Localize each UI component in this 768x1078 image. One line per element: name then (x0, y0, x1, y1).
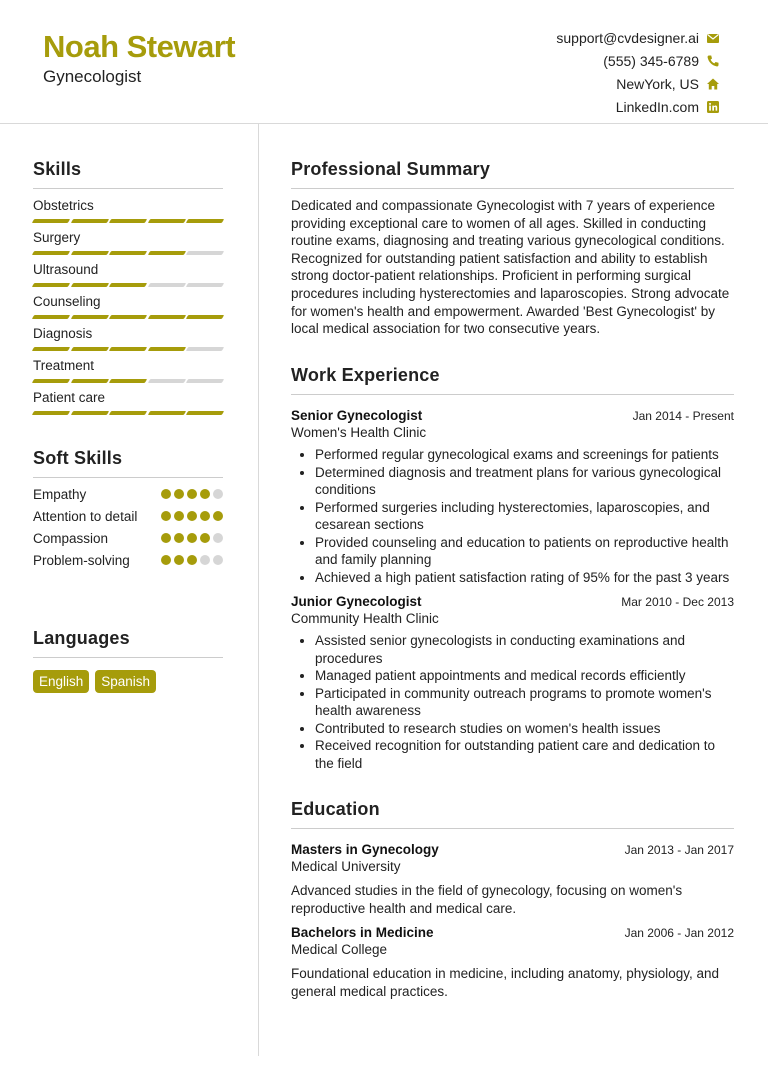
job-role: Junior Gynecologist (291, 594, 422, 609)
skill-level-segment (70, 411, 108, 415)
education-degree: Masters in Gynecology (291, 842, 439, 857)
skill-level-segment (109, 411, 147, 415)
soft-skill-rating (161, 555, 223, 565)
skill-name: Surgery (33, 230, 81, 245)
rating-dot (200, 511, 210, 521)
skills-heading: Skills (33, 159, 223, 189)
skill-level-segment (148, 347, 186, 351)
rating-dot (213, 511, 223, 521)
summary-text: Dedicated and compassionate Gynecologist with 7 years of experience providing exceptional care to women of all ages. Skilled in conducting routine exams, diagnosing and treating various gynecological conditions. Recognized for outstanding patient satisfaction and ability to establish strong doctor-patient relationships. Proficient in performing surgical procedures including hysterectomies and laparoscopies. Strong advocate for women's health and empowerment. Awarded 'Best Gynecologist' by local medical association for two consecutive years. (291, 198, 730, 337)
skill-level-segment (186, 283, 224, 287)
rating-dot (174, 533, 184, 543)
job-entry (291, 408, 734, 586)
rating-dot (213, 489, 223, 499)
job-bullet: • Managed patient appointments and medical records efficiently (315, 667, 734, 685)
experience-list (291, 408, 734, 772)
job-bullet: • Performed regular gynecological exams and screenings for patients (315, 446, 734, 464)
education-entry (291, 842, 734, 917)
contact-phone-text[interactable]: (555) 345-6789 (603, 52, 699, 69)
skill-level-segment (109, 315, 147, 319)
skill-name: Obstetrics (33, 198, 94, 213)
soft-skill-rating (161, 511, 223, 521)
rating-dot (213, 533, 223, 543)
education-section (291, 799, 734, 1000)
job-organization: Community Health Clinic (291, 611, 439, 626)
skill-level-bar (33, 379, 223, 383)
job-bullet: • Received recognition for outstanding patient care and dedication to the field (315, 737, 734, 772)
home-icon (706, 77, 720, 91)
skill-level-segment (109, 347, 147, 351)
rating-dot (187, 533, 197, 543)
skill-level-segment (32, 315, 70, 319)
soft-skill-item (33, 508, 223, 525)
job-bullet: • Performed surgeries including hysterectomies, laparoscopies, and cesarean sections (315, 499, 734, 534)
job-header (291, 408, 734, 423)
rating-dot (161, 489, 171, 499)
skill-name: Diagnosis (33, 326, 93, 341)
job-dates: Mar 2010 - Dec 2013 (621, 595, 734, 609)
skill-level-segment (186, 251, 224, 255)
skill-level-segment (186, 315, 224, 319)
job-bullet: • Participated in community outreach programs to promote women's health awareness (315, 685, 734, 720)
skill-name: Counseling (33, 294, 101, 309)
skill-level-segment (148, 411, 186, 415)
column-divider (258, 124, 259, 1056)
education-dates: Jan 2013 - Jan 2017 (624, 843, 734, 857)
rating-dot (200, 489, 210, 499)
soft-skills-heading: Soft Skills (33, 448, 223, 478)
summary-section (291, 159, 734, 338)
education-list (291, 842, 734, 1000)
rating-dot (174, 555, 184, 565)
skill-level-segment (70, 283, 108, 287)
soft-skill-name: Empathy (33, 487, 87, 502)
job-bullet: • Achieved a high patient satisfaction rating of 95% for the past 3 years (315, 569, 734, 587)
contact-list (556, 26, 720, 118)
skill-name: Patient care (33, 390, 106, 405)
rating-dot (187, 489, 197, 499)
languages-list (33, 670, 223, 693)
skill-item (33, 349, 223, 381)
language-badge: Spanish (95, 670, 156, 693)
candidate-name: Noah Stewart (43, 29, 236, 64)
languages-section (33, 628, 223, 693)
soft-skill-name: Attention to detail (33, 509, 138, 524)
job-bullet: • Provided counseling and education to patients on reproductive health and family planning (315, 534, 734, 569)
contact-linkedin[interactable] (556, 95, 720, 118)
skill-name: Ultrasound (33, 262, 99, 277)
experience-heading: Work Experience (291, 365, 734, 395)
skill-level-segment (70, 251, 108, 255)
skill-level-segment (148, 315, 186, 319)
skill-name: Treatment (33, 358, 95, 373)
skill-level-bar (33, 411, 223, 415)
skill-level-bar (33, 315, 223, 319)
skill-level-segment (109, 283, 147, 287)
skill-item (33, 317, 223, 349)
skill-item (33, 253, 223, 285)
skill-level-segment (186, 219, 224, 223)
job-bullets (315, 632, 734, 772)
contact-email[interactable] (556, 26, 720, 49)
education-description: Foundational education in medicine, including anatomy, physiology, and general medical practices. (291, 966, 720, 999)
education-degree: Bachelors in Medicine (291, 925, 434, 941)
rating-dot (161, 511, 171, 521)
skill-level-segment (70, 219, 108, 223)
soft-skill-item (33, 486, 223, 503)
job-organization: Women's Health Clinic (291, 425, 427, 440)
skill-level-segment (148, 379, 186, 383)
job-bullets (315, 446, 734, 586)
rating-dot (200, 533, 210, 543)
education-description: Advanced studies in the field of gynecology, focusing on women's reproductive health and medical care. (291, 883, 683, 916)
contact-phone[interactable] (556, 49, 720, 72)
skill-level-segment (32, 219, 70, 223)
skills-list (33, 189, 223, 413)
education-school: Medical College (291, 942, 388, 958)
skill-level-bar (33, 251, 223, 255)
skill-level-segment (70, 347, 108, 351)
job-dates: Jan 2014 - Present (632, 409, 734, 423)
rating-dot (187, 511, 197, 521)
experience-section (291, 365, 734, 772)
skill-level-segment (32, 379, 70, 383)
soft-skill-name: Problem-solving (33, 553, 130, 568)
soft-skills-section (33, 448, 223, 574)
candidate-title: Gynecologist (43, 67, 142, 86)
job-bullet: • Contributed to research studies on women's health issues (315, 720, 734, 738)
resume-header (0, 0, 768, 124)
contact-linkedin-text[interactable]: LinkedIn.com (615, 98, 699, 115)
skill-level-segment (148, 283, 186, 287)
skill-level-bar (33, 347, 223, 351)
skill-level-segment (148, 219, 186, 223)
skill-level-segment (70, 315, 108, 319)
skill-level-segment (109, 251, 147, 255)
phone-icon (706, 54, 720, 68)
skill-level-segment (186, 379, 224, 383)
job-role: Senior Gynecologist (291, 408, 423, 423)
rating-dot (200, 555, 210, 565)
education-header (291, 925, 734, 940)
job-bullet: • Determined diagnosis and treatment plans for various gynecological conditions (315, 464, 734, 499)
skill-item (33, 189, 223, 221)
contact-location-text: NewYork, US (616, 75, 699, 92)
education-dates: Jan 2006 - Jan 2012 (624, 926, 734, 941)
skill-level-segment (32, 251, 70, 255)
skill-level-segment (70, 379, 108, 383)
rating-dot (187, 555, 197, 565)
summary-heading: Professional Summary (291, 159, 734, 189)
rating-dot (174, 489, 184, 499)
linkedin-icon (706, 100, 720, 114)
skill-item (33, 381, 223, 413)
job-entry (291, 594, 734, 772)
skill-level-segment (186, 347, 224, 351)
rating-dot (213, 555, 223, 565)
contact-email-text[interactable]: support@cvdesigner.ai (556, 29, 699, 46)
rating-dot (161, 533, 171, 543)
soft-skill-item (33, 530, 223, 547)
soft-skill-rating (161, 533, 223, 543)
skill-level-segment (109, 219, 147, 223)
skill-level-segment (32, 283, 70, 287)
languages-heading: Languages (33, 628, 223, 658)
education-school: Medical University (291, 859, 401, 874)
skills-section (33, 159, 223, 413)
contact-location (556, 72, 720, 95)
job-header (291, 594, 734, 609)
skill-level-segment (148, 251, 186, 255)
skill-level-bar (33, 283, 223, 287)
rating-dot (174, 511, 184, 521)
skill-level-bar (33, 219, 223, 223)
soft-skill-name: Compassion (33, 531, 109, 546)
skill-level-segment (186, 411, 224, 415)
education-entry (291, 925, 734, 1000)
language-badge: English (33, 670, 89, 693)
soft-skill-rating (161, 489, 223, 499)
education-header (291, 842, 734, 857)
rating-dot (161, 555, 171, 565)
skill-level-segment (32, 347, 70, 351)
job-bullet: • Assisted senior gynecologists in conducting examinations and procedures (315, 632, 734, 667)
soft-skills-list (33, 486, 223, 569)
skill-level-segment (32, 411, 70, 415)
skill-item (33, 285, 223, 317)
envelope-icon (706, 31, 720, 45)
education-heading: Education (291, 799, 734, 829)
soft-skill-item (33, 552, 223, 569)
skill-level-segment (109, 379, 147, 383)
skill-item (33, 221, 223, 253)
